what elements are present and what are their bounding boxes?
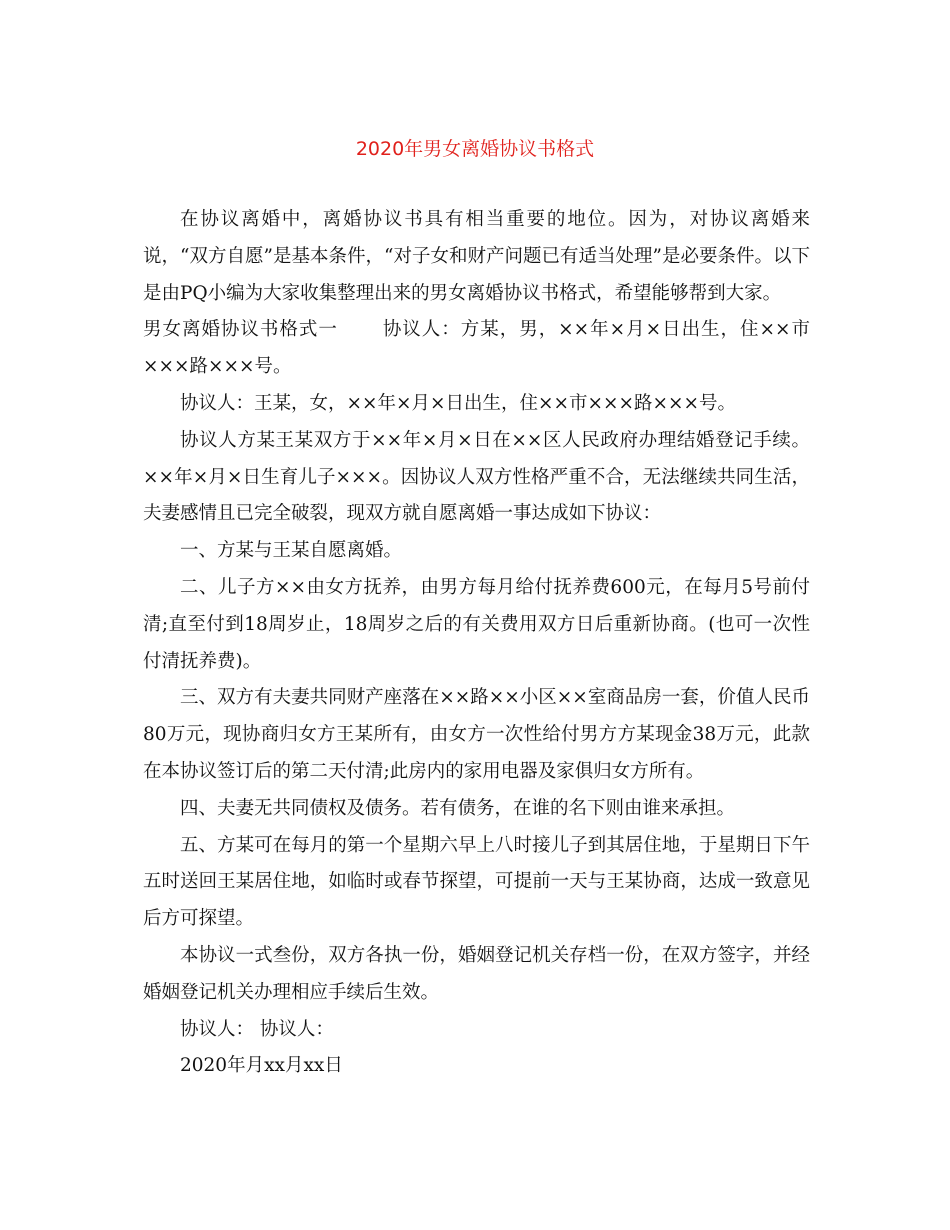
document-body — [143, 202, 810, 1085]
party-b-paragraph: 协议人：王某，女，××年×月×日出生，住××市×××路×××号。 — [180, 392, 737, 414]
background-paragraph: 协议人方某王某双方于××年×月×日在××区人民政府办理结婚登记手续。××年×月×日生育儿子×××。因协议人双方性格严重不合，无法继续共同生活，夫妻感情且已完全破裂，现双方就自愿离婚一事达成如下协议： — [143, 429, 810, 525]
signature-line: 协议人： 协议人： — [180, 1018, 334, 1040]
clause-5: 五、方某可在每月的第一个星期六早上八时接儿子到其居住地，于星期日下午五时送回王某居住地，如临时或春节探望，可提前一天与王某协商，达成一致意见后方可探望。 — [143, 834, 810, 930]
clause-3: 三、双方有夫妻共同财产座落在××路××小区××室商品房一套，价值人民币80万元，现协商归女方王某所有，由女方一次性给付男方方某现金38万元，此款在本协议签订后的第二天付清;此房内的家用电器及家俱归女方所有。 — [143, 687, 810, 782]
clause-4: 四、夫妻无共同债权及债务。若有债务，在谁的名下则由谁来承担。 — [180, 797, 736, 819]
date-line: 2020年月xx月xx日 — [180, 1055, 343, 1077]
party-a-paragraph: 协议人：方某，男，××年×月×日出生，住××市×××路×××号。 — [143, 319, 810, 378]
effect-paragraph: 本协议一式叁份，双方各执一份，婚姻登记机关存档一份，在双方签字，并经婚姻登记机关办理相应手续后生效。 — [143, 944, 810, 1003]
document-title: 2020年男女离婚协议书格式 — [355, 138, 595, 160]
clause-2: 二、儿子方××由女方抚养，由男方每月给付抚养费600元，在每月5号前付清;直至付到18周岁止，18周岁之后的有关费用双方日后重新协商。(也可一次性付清抚养费)。 — [143, 576, 810, 672]
format-line — [143, 312, 810, 386]
format-heading: 男女离婚协议书格式一 — [143, 319, 338, 341]
intro-paragraph: 在协议离婚中，离婚协议书具有相当重要的地位。因为，对协议离婚来说，“双方自愿”是基本条件，“对子女和财产问题已有适当处理”是必要条件。以下是由PQ小编为大家收集整理出来的男女离婚协议书格式，希望能够帮到大家。 — [143, 209, 810, 304]
clause-1: 一、方某与王某自愿离婚。 — [180, 540, 403, 562]
